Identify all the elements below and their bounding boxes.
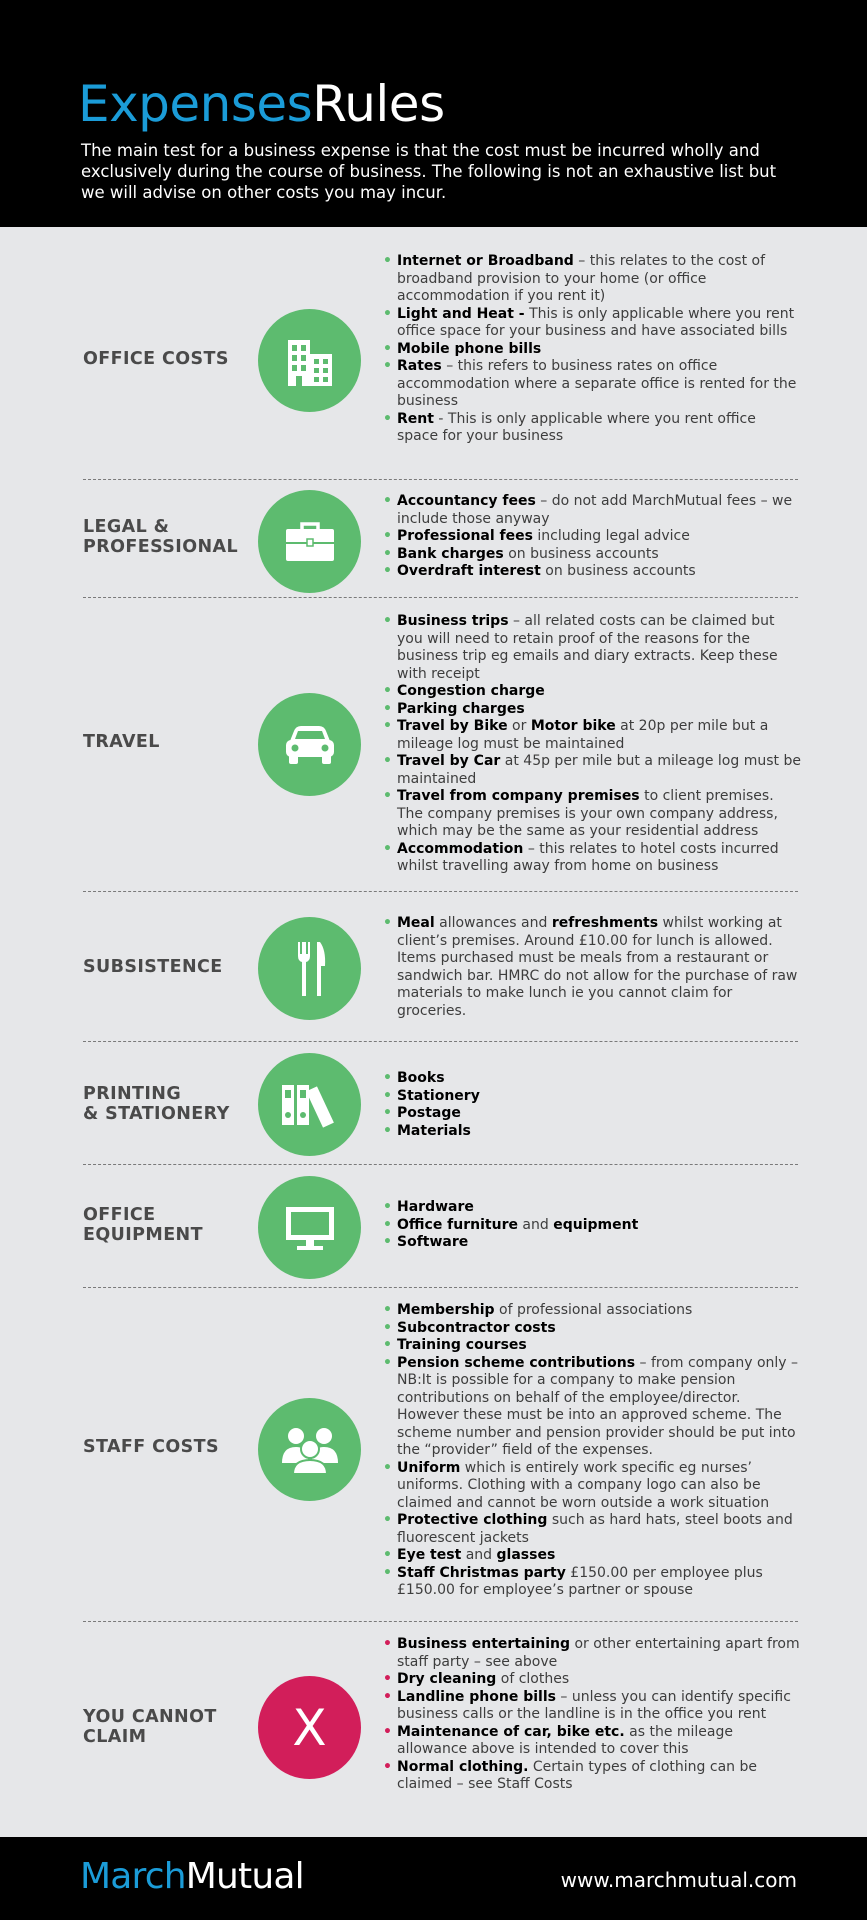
page-title (78, 76, 445, 132)
travel-items (383, 613, 801, 876)
item-bold: Motor bike (530, 718, 616, 734)
item-text: - This is only applicable where you rent office space for your business (397, 410, 756, 444)
cross-icon: X (292, 1698, 327, 1757)
item-text: of professional associations (494, 1302, 693, 1318)
title-part-rules: Rules (312, 75, 445, 133)
list-item (383, 1689, 801, 1724)
item-bold: Travel by Car (397, 753, 501, 769)
brand-logo (80, 1855, 304, 1899)
item-bold: Materials (397, 1122, 471, 1139)
item-text: at 45p per mile but a mileage log must be maintained (397, 753, 801, 787)
item-text: and (517, 1216, 554, 1233)
list-item (383, 1217, 801, 1235)
item-bold: Business trips (397, 613, 509, 629)
item-bold: Maintenance of car, bike etc. (397, 1723, 625, 1740)
item-text: as the mileage allowance above is intended to cover this (397, 1723, 733, 1757)
item-bold: Subcontractor costs (397, 1319, 556, 1336)
item-bold: Meal (397, 915, 435, 931)
list-item (383, 1199, 801, 1217)
list-item (383, 1636, 801, 1671)
item-bold: Normal clothing. (397, 1758, 529, 1775)
footer (0, 1837, 867, 1920)
section-label: OFFICE EQUIPMENT (83, 1205, 203, 1245)
item-bold: Postage (397, 1105, 461, 1121)
binders-icon (278, 1081, 342, 1129)
list-item (383, 253, 801, 306)
item-bold: Accommodation (397, 840, 524, 857)
list-item (383, 701, 801, 719)
item-text: and (461, 1547, 497, 1563)
divider (83, 479, 798, 480)
item-bold: Professional fees (397, 528, 533, 544)
list-item (383, 1460, 801, 1513)
item-text: – this refers to business rates on office accommodation where a separate office is rented for the business (397, 358, 797, 409)
car-icon-circle (258, 693, 361, 796)
list-item (383, 546, 801, 564)
divider (83, 1621, 798, 1622)
item-bold: Uniform (397, 1459, 461, 1476)
list-item (383, 411, 801, 446)
item-bold: Landline phone bills (397, 1688, 556, 1705)
item-text: This is only applicable where you rent office space for your business and have associated bills (397, 305, 795, 339)
item-bold: Internet or Broadband (397, 253, 574, 269)
item-bold: Eye test (397, 1547, 462, 1563)
car-icon (282, 723, 338, 767)
title-part-expenses: Expenses (78, 75, 313, 133)
list-item (383, 1355, 801, 1460)
item-bold: Office furniture (397, 1216, 518, 1233)
section-label: YOU CANNOT CLAIM (83, 1707, 217, 1747)
list-item (383, 341, 801, 359)
binders-icon-circle (258, 1053, 361, 1156)
list-item (383, 493, 801, 528)
briefcase-icon (283, 520, 337, 564)
list-item (383, 1724, 801, 1759)
item-bold: refreshments (551, 915, 659, 931)
printing-items (383, 1070, 801, 1140)
item-bold: Bank charges (397, 545, 504, 562)
item-text: or (507, 718, 531, 734)
item-text: such as hard hats, steel boots and fluorescent jackets (397, 1512, 793, 1546)
list-item (383, 1547, 801, 1565)
divider (83, 597, 798, 598)
list-item (383, 1337, 801, 1355)
list-item (383, 1512, 801, 1547)
expenses-list (0, 227, 867, 1837)
item-text: on business accounts (503, 545, 659, 562)
list-item (383, 1088, 801, 1106)
monitor-icon-circle (258, 1176, 361, 1279)
item-bold: Overdraft interest (397, 563, 541, 579)
item-bold: Pension scheme contributions (397, 1354, 636, 1371)
section-label: OFFICE COSTS (83, 349, 229, 369)
item-bold: Light and Heat - (397, 305, 525, 322)
item-text: at 20p per mile but a mileage log must be maintained (397, 718, 769, 752)
item-text: – do not add MarchMutual fees – we include those anyway (397, 493, 793, 527)
item-text: whilst working at client’s premises. Around £10.00 for lunch is allowed. Items purchased must be meals from a restaurant or sandwich bar. HMRC do not allow for the purchase of raw materials to make lunch ie you cannot claim for groceries. (397, 915, 798, 1019)
section-label: PRINTING & STATIONERY (83, 1084, 230, 1124)
cross-icon-circle (258, 1676, 361, 1779)
list-item (383, 1234, 801, 1252)
divider (83, 1287, 798, 1288)
legal-items (383, 493, 801, 581)
cannot-claim-items (383, 1636, 801, 1794)
item-bold: Mobile phone bills (397, 340, 542, 357)
cutlery-icon-circle (258, 917, 361, 1020)
building-icon-circle (258, 309, 361, 412)
briefcase-icon-circle (258, 490, 361, 593)
list-item (383, 1105, 801, 1123)
item-text: to client premises. The company premises is your own company address, which may be the same as your residential address (397, 788, 778, 839)
section-label: TRAVEL (83, 732, 160, 752)
list-item (383, 1759, 801, 1794)
subsistence-items (383, 915, 801, 1020)
item-text: including legal advice (532, 528, 690, 544)
divider (83, 891, 798, 892)
divider (83, 1164, 798, 1165)
item-bold: Staff Christmas party (397, 1564, 566, 1581)
list-item (383, 1123, 801, 1141)
office-costs-items (383, 253, 801, 446)
list-item (383, 753, 801, 788)
item-bold: Stationery (397, 1087, 480, 1104)
cutlery-icon (290, 940, 330, 998)
item-bold: equipment (553, 1216, 639, 1233)
list-item (383, 718, 801, 753)
item-bold: Rates (397, 358, 442, 374)
item-text: on business accounts (540, 563, 696, 579)
item-bold: Dry cleaning (397, 1671, 497, 1687)
list-item (383, 613, 801, 683)
list-item (383, 528, 801, 546)
staff-items (383, 1302, 801, 1600)
header (0, 0, 867, 227)
brand-part-march: March (80, 1856, 186, 1897)
section-label: LEGAL & PROFESSIONAL (83, 517, 239, 557)
item-bold: Travel by Bike (397, 718, 508, 734)
item-bold: Books (397, 1070, 445, 1086)
item-bold: Accountancy fees (397, 493, 536, 509)
website-link[interactable]: www.marchmutual.com (560, 1868, 797, 1892)
section-label: STAFF COSTS (83, 1437, 219, 1457)
list-item (383, 683, 801, 701)
equipment-items (383, 1199, 801, 1252)
monitor-icon (283, 1204, 337, 1252)
section-label: SUBSISTENCE (83, 957, 223, 977)
item-text: – this relates to the cost of broadband provision to your home (or office accommodation if you rent it) (397, 253, 766, 304)
item-text: Certain types of clothing can be claimed – see Staff Costs (397, 1758, 757, 1792)
list-item (383, 1671, 801, 1689)
item-bold: Hardware (397, 1199, 474, 1215)
intro-text: The main test for a business expense is that the cost must be incurred wholly and exclusively during the course of business. The following is not an exhaustive list but we will advise on other costs you may incur. (81, 141, 777, 202)
list-item (383, 1302, 801, 1320)
item-text: which is entirely work specific eg nurses’ uniforms. Clothing with a company logo can also be claimed and cannot be worn outside a work situation (397, 1459, 770, 1511)
item-bold: Protective clothing (397, 1512, 548, 1528)
item-bold: Business entertaining (397, 1636, 571, 1652)
item-text: £150.00 per employee plus £150.00 for employee’s partner or spouse (397, 1564, 763, 1598)
item-text: – from company only – NB:It is possible for a company to make pension contributions on behalf of the employee/director. However these must be into an approved scheme. The scheme number and pension provider should be put into the “provider” field of the expenses. (397, 1354, 799, 1458)
list-item (383, 1565, 801, 1600)
item-text: allowances and (434, 915, 552, 931)
building-icon (282, 332, 338, 390)
brand-part-mutual: Mutual (185, 1856, 304, 1897)
list-item (383, 1070, 801, 1088)
item-text: of clothes (496, 1671, 570, 1687)
item-bold: glasses (496, 1547, 556, 1563)
list-item (383, 788, 801, 841)
item-bold: Parking charges (397, 700, 525, 717)
item-bold: Membership (397, 1302, 495, 1318)
item-bold: Software (397, 1234, 469, 1250)
item-text: – this relates to hotel costs incurred whilst travelling away from home on business (397, 840, 779, 874)
list-item (383, 563, 801, 581)
list-item (383, 915, 801, 1020)
item-text: – unless you can identify specific business calls or the landline is in the office you rent (397, 1688, 791, 1722)
item-text: – all related costs can be claimed but you will need to retain proof of the reasons for the business trip eg emails and diary extracts. Keep these with receipt (397, 613, 778, 682)
item-bold: Training courses (397, 1337, 527, 1353)
people-icon-circle (258, 1398, 361, 1501)
item-bold: Travel from company premises (397, 788, 640, 804)
list-item (383, 841, 801, 876)
list-item (383, 358, 801, 411)
list-item (383, 306, 801, 341)
item-text: or other entertaining apart from staff party – see above (397, 1636, 800, 1670)
item-bold: Rent (397, 410, 434, 427)
list-item (383, 1320, 801, 1338)
divider (83, 1041, 798, 1042)
people-icon (279, 1425, 341, 1475)
item-bold: Congestion charge (397, 683, 545, 699)
